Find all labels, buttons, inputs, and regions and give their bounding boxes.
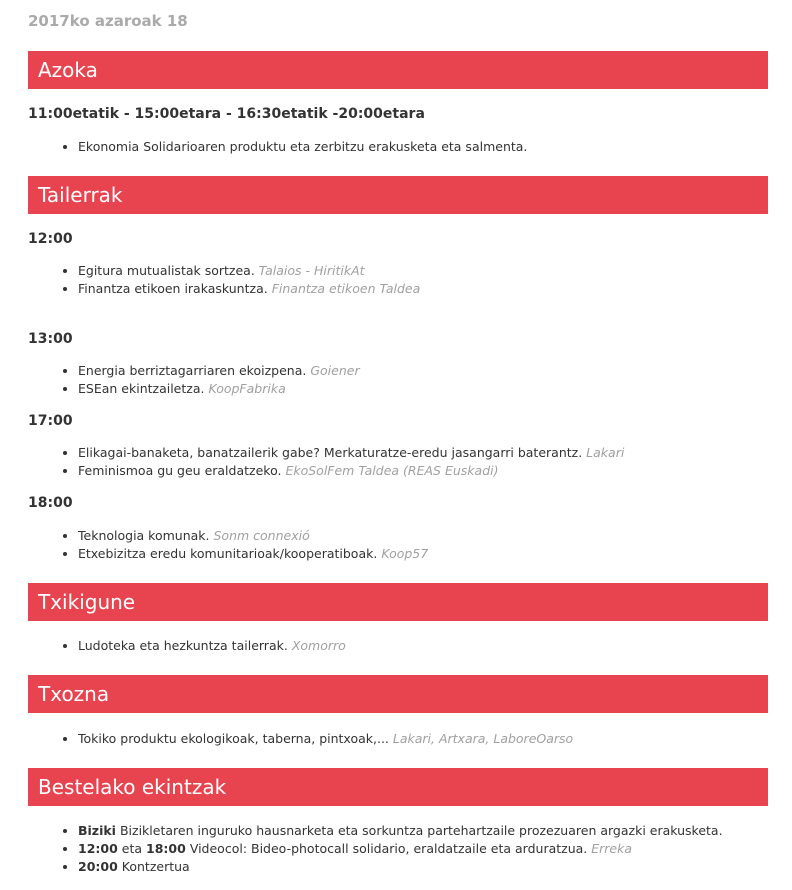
list-item [78, 462, 624, 480]
list-item [78, 637, 346, 655]
section-header-txikigune: Txikigune [28, 583, 768, 621]
list-item [78, 262, 420, 280]
item-bold: Biziki [78, 823, 116, 838]
item-org: KoopFabrika [208, 381, 286, 396]
list-item [78, 527, 428, 545]
azoka-list [60, 138, 527, 156]
slot-time: 13:00 [28, 331, 73, 347]
slot-list [60, 362, 360, 398]
item-bold: 20:00 [78, 859, 118, 874]
item-text: Teknologia komunak. [78, 528, 210, 543]
item-bold: 18:00 [146, 841, 186, 856]
item-org: Lakari, Artxara, LaboreOarso [392, 731, 574, 746]
item-text: Energia berriztagarriaren ekoizpena. [78, 363, 307, 378]
item-text: Egitura mutualistak sortzea. [78, 263, 255, 278]
item-text: Bizikletaren inguruko hausnarketa eta sorkuntza partehartzaile prozezuaren argazki erakusketa. [119, 823, 723, 838]
list-item [78, 840, 723, 858]
item-org: Finantza etikoen Taldea [271, 281, 421, 296]
item-text: Etxebizitza eredu komunitarioak/kooperatiboak. [78, 546, 378, 561]
item-text: Kontzertua [121, 859, 190, 874]
list-item [78, 545, 428, 563]
section-header-tailerrak: Tailerrak [28, 176, 768, 214]
item-org: Sonm connexió [213, 528, 310, 543]
item-org: Xomorro [291, 638, 346, 653]
item-text: Ludoteka eta hezkuntza tailerrak. [78, 638, 288, 653]
section-header-txozna: Txozna [28, 675, 768, 713]
item-text: Elikagai-banaketa, banatzailerik gabe? Merkaturatze-eredu jasangarri baterantz. [78, 445, 583, 460]
slot-time: 18:00 [28, 495, 73, 511]
item-org: Erreka [591, 841, 633, 856]
item-connector: eta [121, 841, 143, 856]
txozna-list [60, 730, 573, 748]
list-item [78, 380, 360, 398]
item-text: ESEan ekintzailetza. [78, 381, 205, 396]
list-item [78, 362, 360, 380]
list-item [78, 730, 573, 748]
txikigune-list [60, 637, 346, 655]
item-bold: 12:00 [78, 841, 118, 856]
item-org: EkoSolFem Taldea (REAS Euskadi) [285, 463, 499, 478]
azoka-time: 11:00etatik - 15:00etara - 16:30etatik -20:00etara [28, 106, 425, 122]
slot-list [60, 444, 624, 480]
slot-list [60, 527, 428, 563]
item-org: Lakari [586, 445, 625, 460]
item-text: Tokiko produktu ekologikoak, taberna, pintxoak,... [78, 731, 389, 746]
item-org: Goiener [310, 363, 360, 378]
list-item [78, 858, 723, 876]
list-item [78, 822, 723, 840]
item-text: Feminismoa gu geu eraldatzeko. [78, 463, 282, 478]
list-item [78, 138, 527, 156]
bestelako-list [60, 822, 723, 876]
list-item [78, 280, 420, 298]
item-text: Videocol: Bideo-photocall solidario, eraldatzaile eta arduratzua. [189, 841, 588, 856]
item-text: Finantza etikoen irakaskuntza. [78, 281, 268, 296]
item-org: Talaios - HiritikAt [258, 263, 365, 278]
slot-list [60, 262, 420, 298]
list-item [78, 444, 624, 462]
section-header-azoka: Azoka [28, 51, 768, 89]
item-org: Koop57 [381, 546, 429, 561]
section-header-bestelako: Bestelako ekintzak [28, 768, 768, 806]
slot-time: 17:00 [28, 413, 73, 429]
slot-time: 12:00 [28, 231, 73, 247]
item-text: Ekonomia Solidarioaren produktu eta zerbitzu erakusketa eta salmenta. [78, 139, 528, 154]
event-date: 2017ko azaroak 18 [28, 12, 188, 30]
